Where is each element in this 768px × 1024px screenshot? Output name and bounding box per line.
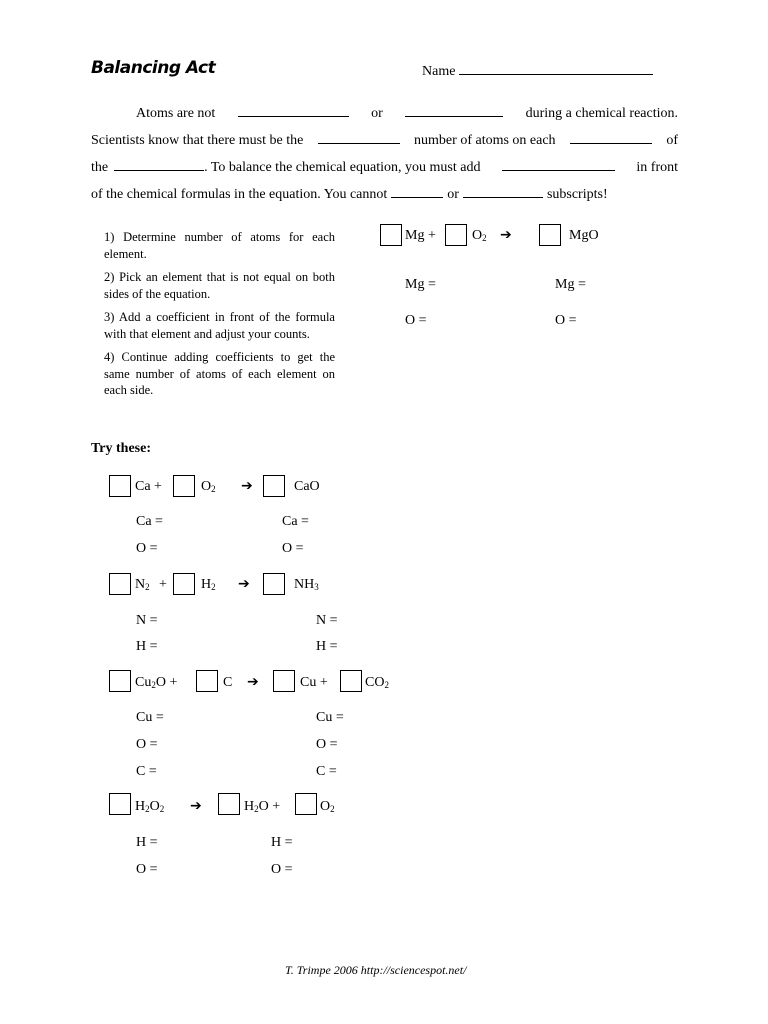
atom-count-label: H = (136, 835, 158, 850)
atom-count-label: N = (136, 613, 158, 628)
intro-text: Scientists know that there must be the (91, 133, 304, 148)
coefficient-box[interactable] (109, 793, 131, 815)
coefficient-box[interactable] (263, 475, 285, 497)
product: CaO (294, 479, 320, 494)
atom-count-label: Mg = (405, 277, 436, 292)
atom-count-label: N = (316, 613, 338, 628)
intro-text: in front (636, 160, 678, 175)
atom-count-label: Ca = (136, 514, 163, 529)
reactant: $H_2$ (201, 577, 216, 592)
intro-text: number of atoms on each (414, 133, 556, 148)
coefficient-box[interactable] (380, 224, 402, 246)
try-these-heading: Try these: (91, 441, 151, 456)
intro-text: or (447, 187, 459, 202)
atom-count-label: Cu = (316, 710, 344, 725)
atom-count-label: Ca = (282, 514, 309, 529)
worksheet-title: Balancing Act (91, 58, 216, 78)
intro-text: . To balance the chemical equation, you must add (204, 160, 481, 175)
atom-count-label: Cu = (136, 710, 164, 725)
example-reactant-2: $O_2$ (472, 228, 487, 243)
atom-count-label: H = (136, 639, 158, 654)
fill-blank[interactable] (502, 158, 615, 171)
footer-credit: T. Trimpe 2006 http://sciencespot.net/ (285, 963, 467, 977)
arrow-icon: ➔ (241, 478, 253, 494)
product: $CO_2$ (365, 675, 389, 690)
atom-count-label: O = (136, 541, 158, 556)
coefficient-box[interactable] (340, 670, 362, 692)
arrow-icon: ➔ (238, 576, 250, 592)
fill-blank[interactable] (463, 185, 543, 198)
fill-blank[interactable] (391, 185, 443, 198)
step-item: 4) Continue adding coefficients to get the same number of atoms of each element on each side. (104, 350, 335, 397)
name-field (422, 62, 653, 80)
name-label: Name (422, 64, 456, 79)
coefficient-box[interactable] (109, 475, 131, 497)
step-item: 3) Add a coefficient in front of the formula with that element and adjust your counts. (104, 310, 335, 341)
fill-blank[interactable] (318, 131, 400, 144)
coefficient-box[interactable] (273, 670, 295, 692)
intro-text: during a chemical reaction. (525, 106, 678, 121)
coefficient-box[interactable] (295, 793, 317, 815)
example-reactant-1: Mg + (405, 228, 436, 243)
atom-count-label: O = (271, 862, 293, 877)
coefficient-box[interactable] (445, 224, 467, 246)
coefficient-box[interactable] (218, 793, 240, 815)
steps-list (104, 229, 335, 406)
name-blank[interactable] (459, 62, 653, 75)
product: $NH_3$ (294, 577, 319, 592)
atom-count-label: C = (136, 764, 157, 779)
coefficient-box[interactable] (263, 573, 285, 595)
intro-text: the (91, 160, 109, 175)
coefficient-box[interactable] (196, 670, 218, 692)
product: Cu + (300, 675, 328, 690)
arrow-icon: ➔ (247, 674, 259, 690)
step-item: 2) Pick an element that is not equal on both sides of the equation. (104, 270, 335, 301)
arrow-icon: ➔ (500, 227, 512, 243)
fill-blank[interactable] (570, 131, 652, 144)
arrow-icon: ➔ (190, 798, 202, 814)
atom-count-label: C = (316, 764, 337, 779)
plus-sign: + (159, 577, 167, 592)
coefficient-box[interactable] (173, 573, 195, 595)
reactant: $N_2$ (135, 577, 150, 592)
step-item: 1) Determine number of atoms for each element. (104, 230, 335, 261)
fill-blank[interactable] (238, 104, 349, 117)
intro-paragraph (91, 100, 678, 208)
atom-count-label: Mg = (555, 277, 586, 292)
intro-text: subscripts! (546, 187, 608, 202)
intro-text: of (666, 133, 678, 148)
intro-text: of the chemical formulas in the equation. You cannot (91, 187, 388, 202)
atom-count-label: H = (271, 835, 293, 850)
product: $H_2O$ + (244, 799, 281, 814)
atom-count-label: O = (136, 737, 158, 752)
fill-blank[interactable] (405, 104, 503, 117)
example-product: MgO (569, 228, 599, 243)
atom-count-label: O = (555, 313, 577, 328)
intro-text: Atoms are not (136, 106, 216, 121)
coefficient-box[interactable] (109, 670, 131, 692)
coefficient-box[interactable] (173, 475, 195, 497)
atom-count-label: H = (316, 639, 338, 654)
fill-blank[interactable] (114, 158, 204, 171)
atom-count-label: O = (405, 313, 427, 328)
coefficient-box[interactable] (539, 224, 561, 246)
atom-count-label: O = (136, 862, 158, 877)
reactant: Ca + (135, 479, 162, 494)
atom-count-label: O = (316, 737, 338, 752)
coefficient-box[interactable] (109, 573, 131, 595)
intro-text: or (371, 106, 383, 121)
reactant: $O_2$ (201, 479, 216, 494)
atom-count-label: O = (282, 541, 304, 556)
reactant: $H_2O_2$ (135, 799, 165, 814)
reactant: $Cu_2O$ + (135, 675, 178, 690)
product: $O_2$ (320, 799, 335, 814)
reactant: C (223, 675, 233, 690)
